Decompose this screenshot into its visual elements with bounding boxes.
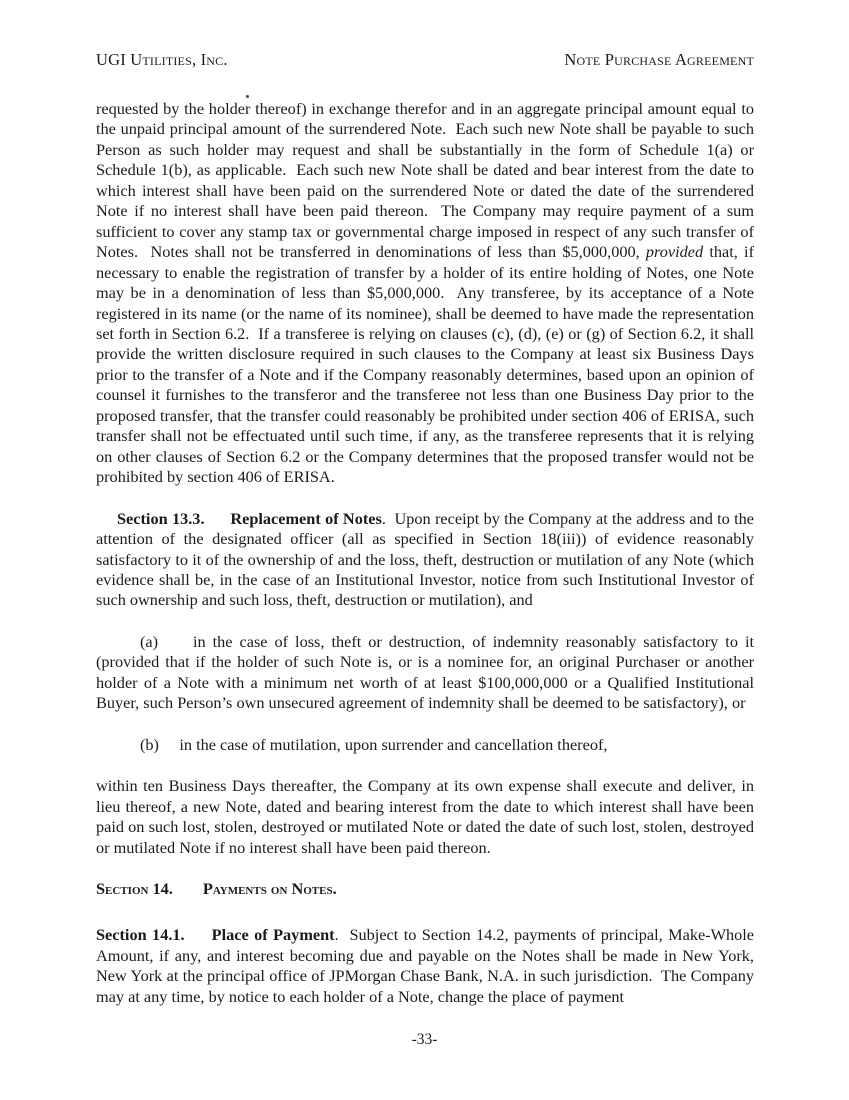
clause-b-paragraph: (b) in the case of mutilation, upon surrender and cancellation thereof, (140, 734, 608, 754)
section-13-3-paragraph: Section 13.3. Replacement of Notes. Upon receipt by the Company at the address and to the attention of the designated officer (all as specified in Section 18(iii)) of evidence reasonably satisfactory to it of the ownership of and the loss, theft, destruction or mutilation of any Note (which evidence shall be, in the case of an Institutional Investor, notice from such Institutional Investor of such ownership and such loss, theft, destruction or mutilation), and (96, 508, 755, 610)
paragraph-within-ten-days: within ten Business Days thereafter, the Company at its own expense shall execute and deliver, in lieu thereof, a new Note, dated and bearing interest from the date to which interest shall have been paid on such lost, stolen, destroyed or mutilated Note or dated the date of such lost, stolen, destroyed or mutilated Note if no interest shall have been paid thereon. (96, 776, 754, 857)
scan-artifact-dot (246, 95, 249, 98)
section-14-title: Payments on Notes. (202, 878, 337, 898)
running-header (96, 50, 754, 70)
section-14-heading (96, 879, 754, 899)
header-company-name: UGI Utilities, Inc. (96, 50, 228, 69)
paragraph-continuation: requested by the holder thereof) in exchange therefor and in an aggregate principal amount equal to the unpaid principal amount of the surrendered Note. Each such new Note shall be payable to such Person as such holder may request and shall be substantially in the form of Schedule 1(a) or Schedule 1(b), as applicable. Each such new Note shall be dated and bear interest from the date to which interest shall have been paid on the surrendered Note or dated the date of the surrendered Note if no interest shall have been paid thereon. The Company may require payment of a sum sufficient to cover any stamp tax or governmental charge imposed in respect of any such transfer of Notes. Notes shall not be transferred in denominations of less than $5,000,000, provided that, if necessary to enable the registration of transfer by a holder of its entire holding of Notes, one Note may be in a denomination of less than $5,000,000. Any transferee, by its acceptance of a Note registered in its name (or the name of its nominee), shall be deemed to have made the representation set forth in Section 6.2. If a transferee is relying on clauses (c), (d), (e) or (g) of Section 6.2, it shall provide the written disclosure required in such clauses to the Company at least six Business Days prior to the transfer of a Note and if the Company reasonably determines, based upon an opinion of counsel it furnishes to the transferor and the transferee not less than one Business Day prior to the proposed transfer, that the transfer could reasonably be prohibited under section 406 of ERISA, such transfer shall not be effectuated until such time, if any, as the transferee represents that it is relying on other clauses of Section 6.2 or the Company determines that the proposed transfer would not be prohibited by section 406 of ERISA. (96, 99, 754, 487)
section-14-number: Section 14. (96, 878, 173, 898)
clause-a-paragraph: (a) in the case of loss, theft or destruction, of indemnity reasonably satisfactory to it (provided that if the holder of such Note is, or is a nominee for, an original Purchaser or another holder of a Note with a minimum net worth of at least $100,000,000 or a Qualified Institutional Buyer, such Person’s own unsecured agreement of indemnity shall be deemed to be satisfactory), or (96, 631, 754, 713)
header-document-title: Note Purchase Agreement (564, 50, 754, 69)
document-body (96, 99, 754, 1028)
section-14-1-paragraph: Section 14.1. Place of Payment. Subject to Section 14.2, payments of principal, Make-Whole Amount, if any, and interest becoming due and payable on the Notes shall be made in New York, New York at the principal office of JPMorgan Chase Bank, N.A. in such jurisdiction. The Company may at any time, by notice to each holder of a Note, change the place of payment (96, 925, 755, 1006)
page-number: -33- (411, 1031, 438, 1048)
